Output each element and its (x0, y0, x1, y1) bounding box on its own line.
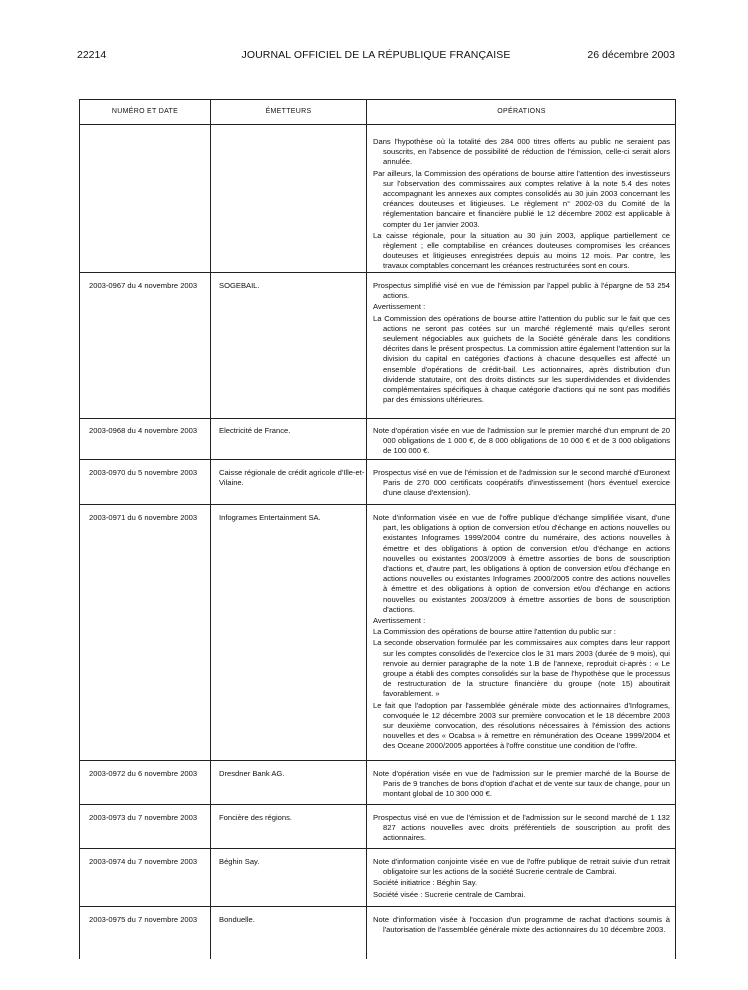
table-row-number-date: 2003-0972 du 6 novembre 2003 (89, 769, 198, 778)
operation-paragraph: Note d'information visée en vue de l'offre publique d'échange simplifiée visant, d'une part, les obligations à option de conversion et/ou d'échange en actions nouvelles ou existantes Infogrames 1999/2004 contre du numéraire, des actions nouvelles à émettre et des obligations à option de conversion et/ou d'échange en actions nouvelles ou existantes 2003/2009 à émettre assorties de bons de souscription d'actions et, d'autre part, les obligations à option de conversion et/ou d'échange en actions nouvelles ou existantes Infogrames 2000/2005 contre des actions nouvelles à émettre et des obligations à option de conversion et/ou d'échange en actions nouvelles ou existantes 2003/2009 à émettre assorties de bons de souscription d'actions. (373, 513, 670, 614)
table-row-issuer: Foncière des régions. (219, 813, 293, 822)
column-divider (366, 100, 367, 959)
row-divider (80, 906, 675, 907)
row-divider (80, 848, 675, 849)
operation-paragraph: Note d'information visée à l'occasion d'un programme de rachat d'actions soumis à l'autorisation de l'assemblée générale mixte des actionnaires du 10 décembre 2003. (373, 915, 670, 935)
row-divider (80, 459, 675, 460)
operation-paragraph: La Commission des opérations de bourse attire l'attention du public sur le fait que ces actions ne seront pas cotées sur un marché réglementé mais qu'elles seront seulement négociables aux guichets de la Société générale dans les conditions décrites dans le présent prospectus. La commission attire également l'attention sur la division du capital en catégories d'actions à chacune desquelles est affecté un ensemble d'opérations de crédit-bail. Les actionnaires, après distribution d'un dividende statutaire, ont des droits distincts sur les superdividendes et dividendes complémentaires spécifiques à chaque catégorie d'actions qui ne sont pas modifiés par des émissions ultérieures. (373, 313, 670, 405)
operation-paragraph: Note d'opération visée en vue de l'admission sur le premier marché de la Bourse de Paris de 9 tranches de bons d'option d'achat et de vente sur taux de change, pour un montant global de 10 300 000 €. (373, 769, 670, 799)
operation-subheading: La Commission des opérations de bourse attire l'attention du public sur : (373, 627, 616, 637)
table-row-operations (373, 137, 670, 273)
table-row-operations (373, 813, 670, 845)
table-row-operations (373, 769, 670, 801)
operation-subheading: Avertissement : (373, 616, 426, 626)
table-row-number-date: 2003-0974 du 7 novembre 2003 (89, 857, 198, 866)
table-row-number-date: 2003-0975 du 7 novembre 2003 (89, 915, 198, 924)
table-row-issuer: Infogrames Entertainment SA. (219, 513, 321, 522)
column-header-emetteurs: ÉMETTEURS (265, 108, 312, 115)
operation-line: Société initiatrice : Béghin Say. (373, 878, 478, 888)
column-header-operations: OPÉRATIONS (497, 108, 546, 115)
journal-title: JOURNAL OFFICIEL DE LA RÉPUBLIQUE FRANÇAISE (241, 49, 511, 61)
column-divider (210, 100, 211, 959)
table-row-operations (373, 513, 670, 753)
table-row-number-date: 2003-0967 du 4 novembre 2003 (89, 281, 198, 290)
table-row-number-date: 2003-0970 du 5 novembre 2003 (89, 468, 198, 477)
table-row-issuer: Caisse régionale de crédit agricole d'Ille-et-Vilaine. (219, 468, 365, 488)
table-row-issuer: Bonduelle. (219, 915, 255, 924)
table-row-operations (373, 857, 670, 901)
page-header (77, 49, 675, 63)
row-divider (80, 504, 675, 505)
operations-table (79, 99, 676, 959)
table-row-operations (373, 468, 670, 500)
operation-paragraph: Dans l'hypothèse où la totalité des 284 000 titres offerts au public ne seraient pas souscrits, en l'absence de possibilité de réduction de l'émission, celle-ci serait alors annulée. (373, 137, 670, 167)
operation-paragraph: La seconde observation formulée par les commissaires aux comptes dans leur rapport sur les comptes consolidés de l'exercice clos le 31 mars 2003 (durée de 9 mois), qui renvoie au dernier paragraphe de la note 1.B de l'annexe, reproduit ci-après : « Le groupe a établi des comptes consolidés sur la base de l'hypothèse que le processus de restructuration de la structure financière du groupe (note 15) aboutirait favorablement. » (373, 638, 670, 699)
operation-paragraph: Par ailleurs, la Commission des opérations de bourse attire l'attention des investisseurs sur l'observation des commissaires aux comptes relative à la note 5.4 des notes accompagnant les annexes aux comptes consolidés au 30 juin 2003 concernant les créances douteuses et litigieuses. Le règlement n° 2002-03 du Comité de la réglementation bancaire et financière publié le 12 décembre 2002 est applicable à compter du 1er janvier 2003. (373, 168, 670, 229)
column-header-numero: NUMÉRO ET DATE (111, 108, 179, 115)
page-number: 22214 (77, 49, 107, 61)
table-row-number-date: 2003-0973 du 7 novembre 2003 (89, 813, 198, 822)
operation-paragraph: Note d'information conjointe visée en vue de l'offre publique de retrait suivie d'un retrait obligatoire sur les actions de la société Sucrerie centrale de Cambrai. (373, 857, 670, 877)
row-divider (80, 124, 675, 125)
table-row-number-date: 2003-0971 du 6 novembre 2003 (89, 513, 198, 522)
row-divider (80, 760, 675, 761)
operation-subheading: Avertissement : (373, 302, 426, 312)
operation-paragraph: Prospectus simplifié visé en vue de l'émission par l'appel public à l'épargne de 53 254 actions. (373, 281, 670, 301)
table-row-issuer: Electricité de France. (219, 426, 291, 435)
publication-date: 26 décembre 2003 (587, 49, 675, 61)
table-row-operations (373, 281, 670, 406)
row-divider (80, 418, 675, 419)
table-row-number-date: 2003-0968 du 4 novembre 2003 (89, 426, 198, 435)
table-row-issuer: Dresdner Bank AG. (219, 769, 285, 778)
table-row-operations (373, 426, 670, 458)
operation-paragraph: Note d'opération visée en vue de l'admission sur le premier marché d'un emprunt de 20 000 obligations de 1 000 €, de 8 000 obligations de 10 000 € et de 3 000 obligations de 100 000 €. (373, 426, 670, 456)
operation-paragraph: Prospectus visé en vue de l'émission et de l'admission sur le second marché d'Euronext Paris de 270 000 certificats coopératifs d'investissement (hors éventuel exercice d'une clause d'extension). (373, 468, 670, 498)
row-divider (80, 804, 675, 805)
operation-line: Société visée : Sucrerie centrale de Cambrai. (373, 889, 526, 899)
table-row-operations (373, 915, 670, 936)
table-row-issuer: Béghin Say. (219, 857, 260, 866)
table-row-issuer: SOGEBAIL. (219, 281, 260, 290)
operation-paragraph: Prospectus visé en vue de l'émission et de l'admission sur le second marché de 1 132 827 actions nouvelles avec droits préférentiels de souscription au profit des actionnaires. (373, 813, 670, 843)
operation-paragraph: Le fait que l'adoption par l'assemblée générale mixte des actionnaires d'Infogrames, convoquée le 12 décembre 2003 sur première convocation et le 18 décembre 2003 sur deuxième convocation, des résolutions nécessaires à l'émission des actions nouvelles et des « Ocabsa » à remettre en rémunération des Oceane 1999/2004 et des Oceane 2000/2005 apportées à l'offre constitue une condition de l'offre. (373, 700, 670, 751)
operation-paragraph: La caisse régionale, pour la situation au 30 juin 2003, applique partiellement ce règlement ; elle comptabilise en créances douteuses compromises les créances douteuses et litigieuses enregistrées depuis au moins 12 mois. Par contre, les travaux comptables concernant les créances restructurées sont en cours. (373, 230, 670, 271)
